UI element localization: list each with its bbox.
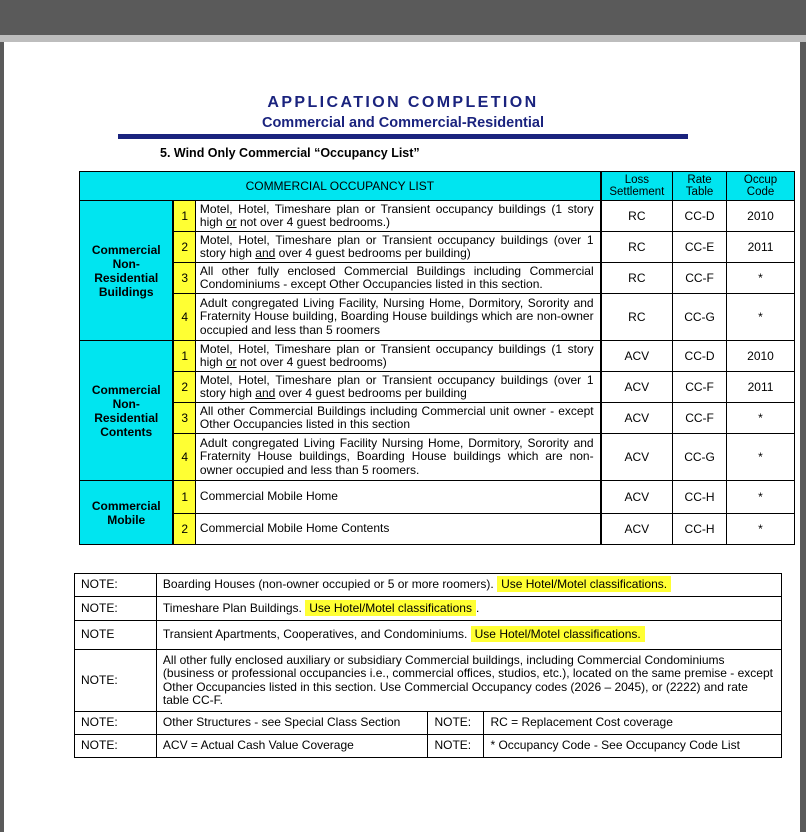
row-rate-table: CC-H bbox=[673, 481, 727, 514]
note-text: Transient Apartments, Cooperatives, and Condominiums. Use Hotel/Motel classifications. bbox=[156, 621, 781, 650]
header-rate-line2: Table bbox=[685, 186, 714, 198]
row-description: Motel, Hotel, Timeshare plan or Transient occupancy buildings (over 1 story high and over 4 guest bedrooms per building bbox=[195, 372, 600, 403]
row-number: 3 bbox=[173, 403, 195, 434]
row-occup-code: 2011 bbox=[727, 232, 795, 263]
note-label: NOTE: bbox=[428, 712, 484, 735]
header-occup-code bbox=[727, 172, 795, 201]
row-occup-code: * bbox=[727, 481, 795, 514]
note-label: NOTE: bbox=[428, 735, 484, 758]
note-text: ACV = Actual Cash Value Coverage bbox=[156, 735, 428, 758]
table-row bbox=[80, 294, 795, 341]
table-row bbox=[80, 341, 795, 372]
occupancy-table bbox=[79, 171, 795, 545]
row-number: 4 bbox=[173, 434, 195, 481]
header-loss-line1: Loss bbox=[624, 174, 649, 186]
row-description: Motel, Hotel, Timeshare plan or Transient occupancy buildings (1 story high or not over 4 guest bedrooms) bbox=[195, 341, 600, 372]
row-rate-table: CC-G bbox=[673, 434, 727, 481]
row-loss-settlement: ACV bbox=[601, 341, 673, 372]
row-description: Adult congregated Living Facility, Nursing Home, Dormitory, Sorority and Fraternity House building, Boarding House buildings which are non-owner occupied and less than 5 roomers bbox=[195, 294, 600, 341]
table-row bbox=[80, 372, 795, 403]
note-highlight: Use Hotel/Motel classifications. bbox=[471, 626, 645, 642]
row-loss-settlement: ACV bbox=[601, 481, 673, 514]
note-label: NOTE: bbox=[75, 712, 157, 735]
header-rate-table bbox=[673, 172, 727, 201]
table-row bbox=[80, 514, 795, 545]
row-rate-table: CC-F bbox=[673, 372, 727, 403]
title-rule bbox=[118, 134, 688, 139]
table-row bbox=[80, 201, 795, 232]
row-rate-table: CC-D bbox=[673, 201, 727, 232]
row-number: 1 bbox=[173, 341, 195, 372]
row-number: 1 bbox=[173, 201, 195, 232]
group-label: Commercial Non-Residential Buildings bbox=[80, 201, 174, 341]
header-loss-settlement bbox=[601, 172, 673, 201]
header-occup-line1: Occup bbox=[743, 174, 778, 186]
header-occup-line2: Code bbox=[746, 186, 775, 198]
row-description: Adult congregated Living Facility Nursing Home, Dormitory, Sorority and Fraternity House buildings, Boarding House buildings which are non-owner occupied and less than 5 roomers. bbox=[195, 434, 600, 481]
viewer-left-border bbox=[0, 42, 4, 832]
viewer-top-strip bbox=[0, 35, 806, 42]
row-description: Motel, Hotel, Timeshare plan or Transient occupancy buildings (over 1 story high and over 4 guest bedrooms per building) bbox=[195, 232, 600, 263]
row-rate-table: CC-D bbox=[673, 341, 727, 372]
table-row bbox=[80, 434, 795, 481]
row-occup-code: * bbox=[727, 263, 795, 294]
row-description: Motel, Hotel, Timeshare plan or Transient occupancy buildings (1 story high or not over 4 guest bedrooms.) bbox=[195, 201, 600, 232]
page-subtitle: Commercial and Commercial-Residential bbox=[261, 115, 545, 131]
row-loss-settlement: ACV bbox=[601, 372, 673, 403]
note-label: NOTE: bbox=[75, 650, 157, 712]
table-row bbox=[80, 481, 795, 514]
notes-table bbox=[74, 573, 782, 758]
row-occup-code: * bbox=[727, 403, 795, 434]
viewer-right-border bbox=[800, 42, 806, 832]
row-occup-code: * bbox=[727, 294, 795, 341]
note-text: All other fully enclosed auxiliary or subsidiary Commercial buildings, including Commercial Condominiums (business or professional occupancies i.e., commercial offices, studios, etc.), located on the same premise - except Other Occupancies listed in this section. Use Commercial Occupancy codes (2026 – 2045), or (2222) and rate table CC-F. bbox=[156, 650, 781, 712]
row-loss-settlement: RC bbox=[601, 263, 673, 294]
row-rate-table: CC-F bbox=[673, 403, 727, 434]
note-label: NOTE: bbox=[75, 574, 157, 597]
row-rate-table: CC-H bbox=[673, 514, 727, 545]
table-row bbox=[80, 263, 795, 294]
note-row bbox=[75, 597, 782, 621]
row-occup-code: 2010 bbox=[727, 201, 795, 232]
row-number: 2 bbox=[173, 232, 195, 263]
row-rate-table: CC-E bbox=[673, 232, 727, 263]
row-description: Commercial Mobile Home bbox=[195, 481, 600, 514]
row-rate-table: CC-F bbox=[673, 263, 727, 294]
group-label: Commercial Mobile bbox=[80, 481, 174, 545]
row-occup-code: * bbox=[727, 514, 795, 545]
note-label: NOTE: bbox=[75, 735, 157, 758]
row-number: 3 bbox=[173, 263, 195, 294]
viewer-top-bar bbox=[0, 0, 806, 42]
group-label: Commercial Non-Residential Contents bbox=[80, 341, 174, 481]
row-loss-settlement: ACV bbox=[601, 514, 673, 545]
row-number: 2 bbox=[173, 372, 195, 403]
row-number: 1 bbox=[173, 481, 195, 514]
header-rate-line1: Rate bbox=[687, 174, 712, 186]
note-row bbox=[75, 574, 782, 597]
row-loss-settlement: ACV bbox=[601, 434, 673, 481]
row-rate-table: CC-G bbox=[673, 294, 727, 341]
row-number: 2 bbox=[173, 514, 195, 545]
section-heading: 5. Wind Only Commercial “Occupancy List” bbox=[160, 146, 420, 160]
note-text: Timeshare Plan Buildings. Use Hotel/Motel classifications . bbox=[156, 597, 781, 621]
page-title: APPLICATION COMPLETION bbox=[267, 94, 539, 111]
row-occup-code: * bbox=[727, 434, 795, 481]
note-row bbox=[75, 735, 782, 758]
table-row bbox=[80, 403, 795, 434]
row-description: Commercial Mobile Home Contents bbox=[195, 514, 600, 545]
row-occup-code: 2010 bbox=[727, 341, 795, 372]
row-description: All other Commercial Buildings including Commercial unit owner - except Other Occupancies listed in this section bbox=[195, 403, 600, 434]
row-loss-settlement: RC bbox=[601, 232, 673, 263]
table-row bbox=[80, 232, 795, 263]
note-label: NOTE bbox=[75, 621, 157, 650]
header-loss-line2: Settlement bbox=[609, 186, 665, 198]
note-row bbox=[75, 621, 782, 650]
note-row bbox=[75, 712, 782, 735]
occupancy-header-row bbox=[80, 172, 795, 201]
note-row bbox=[75, 650, 782, 712]
header-occupancy-list: COMMERCIAL OCCUPANCY LIST bbox=[80, 172, 601, 201]
row-loss-settlement: ACV bbox=[601, 403, 673, 434]
row-loss-settlement: RC bbox=[601, 201, 673, 232]
note-text: RC = Replacement Cost coverage bbox=[484, 712, 782, 735]
note-text: Boarding Houses (non-owner occupied or 5 or more roomers). Use Hotel/Motel classifications. bbox=[156, 574, 781, 597]
note-highlight: Use Hotel/Motel classifications. bbox=[497, 576, 671, 592]
row-occup-code: 2011 bbox=[727, 372, 795, 403]
note-highlight: Use Hotel/Motel classifications bbox=[305, 600, 476, 616]
row-loss-settlement: RC bbox=[601, 294, 673, 341]
note-text: * Occupancy Code - See Occupancy Code List bbox=[484, 735, 782, 758]
note-text: Other Structures - see Special Class Section bbox=[156, 712, 428, 735]
row-number: 4 bbox=[173, 294, 195, 341]
row-description: All other fully enclosed Commercial Buildings including Commercial Condominiums - except Other Occupancies listed in this section. bbox=[195, 263, 600, 294]
note-label: NOTE: bbox=[75, 597, 157, 621]
